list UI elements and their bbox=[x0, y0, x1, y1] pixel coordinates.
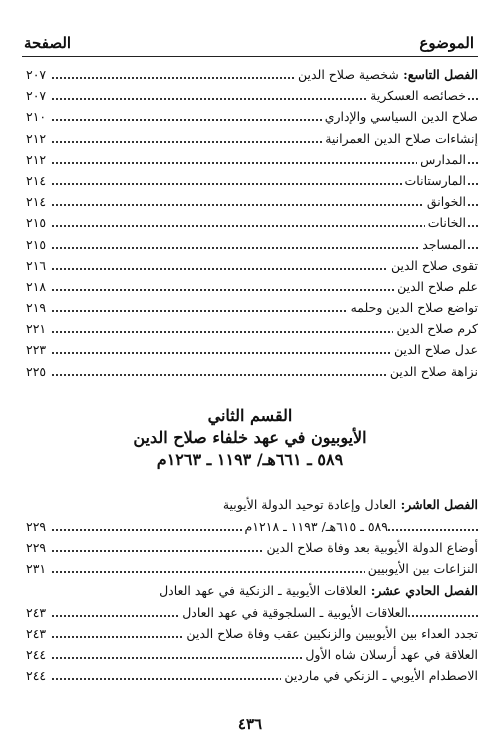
section-title: القسم الثاني bbox=[207, 406, 293, 425]
toc-entry bbox=[22, 191, 478, 212]
entry-page-number: ٢٤٤ bbox=[26, 665, 48, 686]
toc-entry bbox=[22, 318, 478, 339]
chapter-11-heading bbox=[22, 580, 478, 602]
entry-page-number: ٢١٦ bbox=[26, 255, 48, 276]
toc-entry bbox=[22, 516, 478, 537]
leader-dots bbox=[52, 204, 478, 206]
entry-page-number: ٢١٩ bbox=[26, 297, 48, 318]
entry-title: صلاح الدين السياسي والإداري bbox=[322, 106, 478, 127]
toc-header bbox=[22, 34, 478, 57]
entry-page-number: ٢١٢ bbox=[26, 128, 48, 149]
entry-page-number: ٢٢٣ bbox=[26, 339, 48, 360]
entry-page-number: ٢٣١ bbox=[26, 558, 48, 579]
toc-entry bbox=[22, 234, 478, 255]
entry-title: الخانات bbox=[425, 212, 466, 233]
chapter-10-heading bbox=[22, 494, 478, 516]
entry-title: الخوانق bbox=[424, 191, 466, 212]
entry-title: تقوى صلاح الدين bbox=[388, 255, 478, 276]
entry-title: العلاقات الأيوبية ـ السلجوقية في عهد العادل bbox=[179, 602, 408, 623]
toc-entry bbox=[22, 212, 478, 233]
entry-title: كرم صلاح الدين bbox=[393, 318, 478, 339]
entry-title: المدارس bbox=[417, 149, 466, 170]
entry-title: الاصطدام الأيوبي ـ الزنكي في ماردين bbox=[281, 665, 478, 686]
toc-entry bbox=[22, 537, 478, 558]
chapter-title: العادل وإعادة توحيد الدولة الأيوبية bbox=[222, 497, 397, 512]
entry-title: المساجد bbox=[419, 234, 466, 255]
toc-entry bbox=[22, 339, 478, 360]
section-subtitle: الأيوبيون في عهد خلفاء صلاح الدين bbox=[133, 428, 367, 447]
entry-page-number: ٢٠٧ bbox=[26, 85, 48, 106]
entry-page-number: ٢٤٣ bbox=[26, 623, 48, 644]
toc-page bbox=[22, 0, 478, 755]
toc-entry bbox=[22, 106, 478, 127]
toc-entry bbox=[22, 361, 478, 382]
entry-title: نزاهة صلاح الدين bbox=[387, 361, 478, 382]
toc-entry bbox=[22, 149, 478, 170]
entry-page-number: ٢١٠ bbox=[26, 106, 48, 127]
toc-entry bbox=[22, 623, 478, 644]
page-column-heading: الصفحة bbox=[24, 34, 72, 52]
toc-entry bbox=[22, 64, 478, 85]
topic-column-heading: الموضوع bbox=[419, 34, 474, 52]
section-heading bbox=[22, 405, 478, 471]
leader-dots bbox=[52, 225, 478, 227]
entry-title: أوضاع الدولة الأيوبية بعد وفاة صلاح الدين bbox=[263, 537, 478, 558]
chapter-title: العلاقات الأيوبية ـ الزنكية في عهد العادل bbox=[159, 582, 367, 598]
toc-entry bbox=[22, 665, 478, 686]
entry-page-number: ٢٢٥ bbox=[26, 361, 48, 382]
entry-title: النزاعات بين الأيوبيين bbox=[365, 558, 478, 579]
toc-entry bbox=[22, 297, 478, 318]
entry-title: إنشاءات صلاح الدين العمرانية bbox=[322, 128, 478, 149]
toc-entry bbox=[22, 602, 478, 623]
toc-entry bbox=[22, 85, 478, 106]
entry-page-number: ٢١٥ bbox=[26, 212, 48, 233]
page-number: ٤٣٦ bbox=[237, 715, 263, 733]
entry-page-number: ٢٤٣ bbox=[26, 602, 48, 623]
entry-title: المارستانات bbox=[402, 170, 466, 191]
entry-title: علم صلاح الدين bbox=[394, 276, 478, 297]
entry-page-number: ٢٤٤ bbox=[26, 644, 48, 665]
entry-title: العلاقة في عهد أرسلان شاه الأول bbox=[302, 644, 478, 665]
toc-entry bbox=[22, 644, 478, 665]
entry-page-number: ٢١٤ bbox=[26, 170, 48, 191]
entry-page-number: ٢١٤ bbox=[26, 191, 48, 212]
entry-page-number: ٢٢١ bbox=[26, 318, 48, 339]
chapter-label: الفصل الحادي عشر: bbox=[366, 582, 478, 598]
toc-list-chapter-9 bbox=[22, 64, 478, 382]
section-dates: ٥٨٩ ـ ٦٦١هـ/ ١١٩٣ ـ ١٢٦٣م bbox=[156, 450, 344, 469]
toc-entry bbox=[22, 255, 478, 276]
entry-title: خصائصه العسكرية bbox=[367, 85, 466, 106]
entry-title: شخصية صلاح الدين bbox=[298, 67, 399, 82]
entry-page-number: ٢١٢ bbox=[26, 149, 48, 170]
toc-entry bbox=[22, 276, 478, 297]
toc-entry bbox=[22, 558, 478, 579]
entry-page-number: ٢٢٩ bbox=[26, 516, 48, 537]
entry-title: تجدد العداء بين الأيوبيين والزنكيين عقب وفاة صلاح الدين bbox=[183, 623, 478, 644]
entry-title: تواضع صلاح الدين وحلمه bbox=[348, 297, 478, 318]
chapter-dates: ٥٨٩ ـ ٦١٥هـ/ ١١٩٣ ـ ١٢١٨م bbox=[242, 516, 388, 537]
entry-title: عدل صلاح الدين bbox=[391, 339, 478, 360]
toc-list-chapters-10-11 bbox=[22, 494, 478, 686]
entry-page-number: ٢٠٧ bbox=[26, 64, 48, 85]
chapter-label: الفصل العاشر: bbox=[396, 497, 478, 512]
toc-entry bbox=[22, 170, 478, 191]
leader-dots bbox=[52, 162, 478, 164]
leader-dots bbox=[52, 247, 478, 249]
toc-entry bbox=[22, 128, 478, 149]
entry-page-number: ٢١٥ bbox=[26, 234, 48, 255]
entry-page-number: ٢٢٩ bbox=[26, 537, 48, 558]
entry-page-number: ٢١٨ bbox=[26, 276, 48, 297]
chapter-label: الفصل التاسع: bbox=[398, 67, 478, 82]
